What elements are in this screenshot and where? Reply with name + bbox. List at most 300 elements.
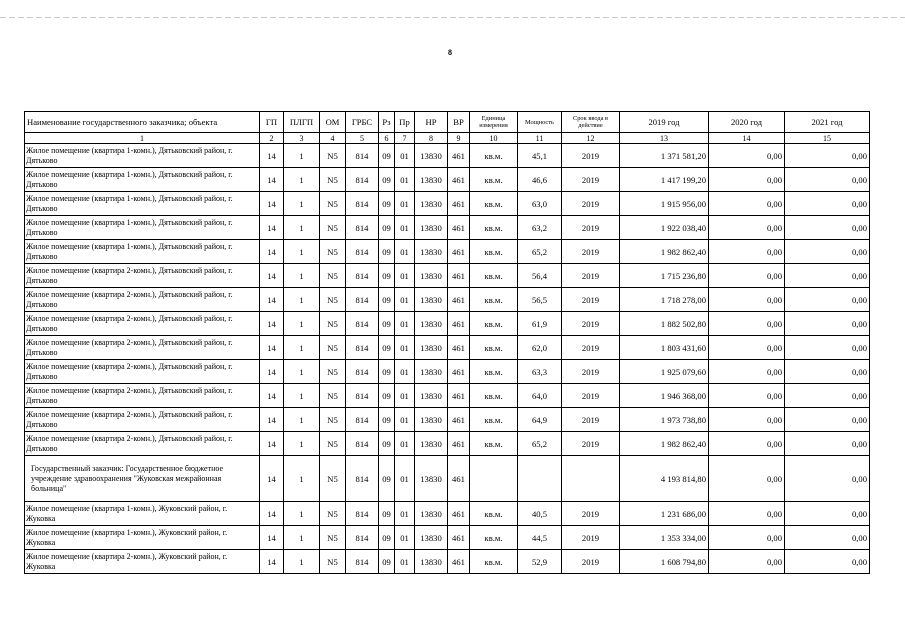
customer-row — [25, 456, 870, 502]
cell-amount-2019: 1 982 862,40 — [620, 240, 709, 264]
cell-amount-2021: 0,00 — [785, 526, 870, 550]
cell-object-name: Жилое помещение (квартира 2-комн.), Дятьковский район, г. Дятьково — [25, 312, 260, 336]
cell-vr: 461 — [448, 502, 470, 526]
table-row — [25, 360, 870, 384]
cell-om: N5 — [320, 264, 346, 288]
cell-rz: 09 — [379, 264, 395, 288]
cell-amount-2020: 0,00 — [709, 312, 785, 336]
cell-amount-2019: 1 353 334,00 — [620, 526, 709, 550]
cell-deadline — [562, 456, 620, 502]
cell-rz: 09 — [379, 526, 395, 550]
cell-amount-2021: 0,00 — [785, 432, 870, 456]
cell-object-name: Жилое помещение (квартира 1-комн.), Жуковский район, г. Жуковка — [25, 502, 260, 526]
cell-deadline: 2019 — [562, 288, 620, 312]
cell-om: N5 — [320, 384, 346, 408]
cell-gp: 14 — [260, 312, 284, 336]
table-row — [25, 312, 870, 336]
cell-om: N5 — [320, 216, 346, 240]
cell-nr: 13830 — [415, 384, 448, 408]
cell-plgp: 1 — [284, 240, 320, 264]
table-row — [25, 550, 870, 574]
table-row — [25, 216, 870, 240]
cell-object-name: Жилое помещение (квартира 2-комн.), Дятьковский район, г. Дятьково — [25, 336, 260, 360]
cell-amount-2020: 0,00 — [709, 502, 785, 526]
cell-deadline: 2019 — [562, 384, 620, 408]
cell-capacity: 62,0 — [518, 336, 562, 360]
cell-rz: 09 — [379, 144, 395, 168]
cell-vr: 461 — [448, 360, 470, 384]
cell-pr: 01 — [395, 216, 415, 240]
cell-deadline: 2019 — [562, 432, 620, 456]
cell-amount-2020: 0,00 — [709, 360, 785, 384]
cell-unit: кв.м. — [470, 168, 518, 192]
column-number: 5 — [346, 133, 379, 144]
table-row — [25, 526, 870, 550]
cell-vr: 461 — [448, 312, 470, 336]
cell-gp: 14 — [260, 360, 284, 384]
cell-amount-2020: 0,00 — [709, 408, 785, 432]
cell-deadline: 2019 — [562, 526, 620, 550]
cell-pr: 01 — [395, 312, 415, 336]
cell-pr: 01 — [395, 432, 415, 456]
cell-plgp: 1 — [284, 168, 320, 192]
cell-object-name: Государственный заказчик: Государственное бюджетное учреждение здравоохранения "Жуковская межрайонная больница" — [25, 456, 260, 502]
column-header-grbs: ГРБС — [346, 112, 379, 133]
cell-nr: 13830 — [415, 216, 448, 240]
cell-amount-2020: 0,00 — [709, 384, 785, 408]
cell-capacity: 64,0 — [518, 384, 562, 408]
table-row — [25, 168, 870, 192]
cell-nr: 13830 — [415, 264, 448, 288]
cell-nr: 13830 — [415, 312, 448, 336]
cell-amount-2019: 1 715 236,80 — [620, 264, 709, 288]
cell-deadline: 2019 — [562, 550, 620, 574]
cell-plgp: 1 — [284, 384, 320, 408]
cell-amount-2021: 0,00 — [785, 312, 870, 336]
cell-unit: кв.м. — [470, 144, 518, 168]
cell-gp: 14 — [260, 144, 284, 168]
table-row — [25, 408, 870, 432]
cell-grbs: 814 — [346, 168, 379, 192]
cell-plgp: 1 — [284, 144, 320, 168]
column-header-2019: 2019 год — [620, 112, 709, 133]
cell-plgp: 1 — [284, 336, 320, 360]
cell-nr: 13830 — [415, 408, 448, 432]
cell-amount-2019: 1 922 038,40 — [620, 216, 709, 240]
column-number: 12 — [562, 133, 620, 144]
cell-gp: 14 — [260, 408, 284, 432]
column-number: 4 — [320, 133, 346, 144]
cell-om: N5 — [320, 360, 346, 384]
column-number: 14 — [709, 133, 785, 144]
cell-pr: 01 — [395, 144, 415, 168]
cell-amount-2020: 0,00 — [709, 168, 785, 192]
cell-unit: кв.м. — [470, 384, 518, 408]
cell-gp: 14 — [260, 336, 284, 360]
cell-amount-2021: 0,00 — [785, 550, 870, 574]
cell-grbs: 814 — [346, 550, 379, 574]
cell-object-name: Жилое помещение (квартира 2-комн.), Жуковский район, г. Жуковка — [25, 550, 260, 574]
cell-amount-2021: 0,00 — [785, 360, 870, 384]
cell-plgp: 1 — [284, 456, 320, 502]
table-row — [25, 336, 870, 360]
cell-amount-2019: 1 882 502,80 — [620, 312, 709, 336]
cell-amount-2019: 1 973 738,80 — [620, 408, 709, 432]
column-number: 1 — [25, 133, 260, 144]
cell-rz: 09 — [379, 312, 395, 336]
cell-rz: 09 — [379, 432, 395, 456]
column-number: 15 — [785, 133, 870, 144]
cell-pr: 01 — [395, 502, 415, 526]
cell-rz: 09 — [379, 336, 395, 360]
cell-gp: 14 — [260, 168, 284, 192]
cell-capacity: 40,5 — [518, 502, 562, 526]
cell-rz: 09 — [379, 456, 395, 502]
cell-amount-2019: 1 982 862,40 — [620, 432, 709, 456]
cell-vr: 461 — [448, 216, 470, 240]
cell-nr: 13830 — [415, 432, 448, 456]
table-row — [25, 432, 870, 456]
cell-deadline: 2019 — [562, 144, 620, 168]
cell-om: N5 — [320, 192, 346, 216]
cell-object-name: Жилое помещение (квартира 1-комн.), Дятьковский район, г. Дятьково — [25, 168, 260, 192]
cell-amount-2021: 0,00 — [785, 216, 870, 240]
cell-om: N5 — [320, 550, 346, 574]
cell-gp: 14 — [260, 264, 284, 288]
cell-om: N5 — [320, 502, 346, 526]
cell-grbs: 814 — [346, 384, 379, 408]
column-header-vr: ВР — [448, 112, 470, 133]
cell-vr: 461 — [448, 408, 470, 432]
cell-amount-2019: 1 915 956,00 — [620, 192, 709, 216]
column-number: 9 — [448, 133, 470, 144]
cell-om: N5 — [320, 432, 346, 456]
cell-rz: 09 — [379, 192, 395, 216]
cell-capacity: 63,2 — [518, 216, 562, 240]
cell-deadline: 2019 — [562, 312, 620, 336]
column-header-gp: ГП — [260, 112, 284, 133]
column-header-deadline: Срок ввода в действие — [562, 112, 620, 133]
table-row — [25, 384, 870, 408]
column-number: 3 — [284, 133, 320, 144]
cell-plgp: 1 — [284, 360, 320, 384]
cell-unit: кв.м. — [470, 360, 518, 384]
column-number: 6 — [379, 133, 395, 144]
cell-object-name: Жилое помещение (квартира 1-комн.), Дятьковский район, г. Дятьково — [25, 240, 260, 264]
cell-gp: 14 — [260, 456, 284, 502]
scan-artifact-line — [0, 17, 905, 18]
column-header-nr: НР — [415, 112, 448, 133]
cell-nr: 13830 — [415, 192, 448, 216]
cell-deadline: 2019 — [562, 240, 620, 264]
cell-unit: кв.м. — [470, 336, 518, 360]
cell-capacity: 65,2 — [518, 432, 562, 456]
cell-rz: 09 — [379, 384, 395, 408]
cell-grbs: 814 — [346, 432, 379, 456]
cell-rz: 09 — [379, 240, 395, 264]
cell-gp: 14 — [260, 288, 284, 312]
cell-deadline: 2019 — [562, 192, 620, 216]
cell-deadline: 2019 — [562, 408, 620, 432]
page-number: 8 — [448, 48, 452, 57]
cell-vr: 461 — [448, 264, 470, 288]
column-numbers-row — [25, 133, 870, 144]
cell-amount-2021: 0,00 — [785, 336, 870, 360]
cell-amount-2019: 4 193 814,80 — [620, 456, 709, 502]
table-header-row — [25, 112, 870, 133]
cell-vr: 461 — [448, 432, 470, 456]
cell-object-name: Жилое помещение (квартира 1-комн.), Дятьковский район, г. Дятьково — [25, 192, 260, 216]
column-header-om: ОМ — [320, 112, 346, 133]
cell-om: N5 — [320, 288, 346, 312]
cell-plgp: 1 — [284, 288, 320, 312]
cell-grbs: 814 — [346, 144, 379, 168]
cell-gp: 14 — [260, 502, 284, 526]
cell-capacity: 61,9 — [518, 312, 562, 336]
cell-om: N5 — [320, 312, 346, 336]
cell-object-name: Жилое помещение (квартира 2-комн.), Дятьковский район, г. Дятьково — [25, 288, 260, 312]
cell-vr: 461 — [448, 456, 470, 502]
cell-nr: 13830 — [415, 456, 448, 502]
cell-nr: 13830 — [415, 360, 448, 384]
cell-amount-2020: 0,00 — [709, 336, 785, 360]
column-header-2021: 2021 год — [785, 112, 870, 133]
cell-pr: 01 — [395, 168, 415, 192]
cell-grbs: 814 — [346, 456, 379, 502]
cell-deadline: 2019 — [562, 502, 620, 526]
cell-plgp: 1 — [284, 432, 320, 456]
cell-amount-2020: 0,00 — [709, 550, 785, 574]
cell-plgp: 1 — [284, 502, 320, 526]
cell-nr: 13830 — [415, 168, 448, 192]
cell-plgp: 1 — [284, 408, 320, 432]
cell-amount-2021: 0,00 — [785, 502, 870, 526]
cell-om: N5 — [320, 240, 346, 264]
cell-grbs: 814 — [346, 526, 379, 550]
cell-amount-2019: 1 371 581,20 — [620, 144, 709, 168]
cell-vr: 461 — [448, 288, 470, 312]
cell-om: N5 — [320, 456, 346, 502]
cell-deadline: 2019 — [562, 360, 620, 384]
cell-grbs: 814 — [346, 216, 379, 240]
cell-capacity — [518, 456, 562, 502]
cell-amount-2019: 1 946 368,00 — [620, 384, 709, 408]
column-header-2020: 2020 год — [709, 112, 785, 133]
cell-rz: 09 — [379, 168, 395, 192]
cell-object-name: Жилое помещение (квартира 2-комн.), Дятьковский район, г. Дятьково — [25, 408, 260, 432]
cell-amount-2021: 0,00 — [785, 192, 870, 216]
cell-plgp: 1 — [284, 526, 320, 550]
cell-om: N5 — [320, 526, 346, 550]
cell-object-name: Жилое помещение (квартира 2-комн.), Дятьковский район, г. Дятьково — [25, 360, 260, 384]
cell-object-name: Жилое помещение (квартира 1-комн.), Дятьковский район, г. Дятьково — [25, 144, 260, 168]
cell-amount-2019: 1 718 278,00 — [620, 288, 709, 312]
cell-amount-2020: 0,00 — [709, 216, 785, 240]
budget-table — [24, 111, 870, 574]
cell-gp: 14 — [260, 192, 284, 216]
cell-plgp: 1 — [284, 264, 320, 288]
cell-amount-2020: 0,00 — [709, 456, 785, 502]
cell-nr: 13830 — [415, 144, 448, 168]
cell-deadline: 2019 — [562, 336, 620, 360]
cell-gp: 14 — [260, 240, 284, 264]
cell-capacity: 44,5 — [518, 526, 562, 550]
cell-vr: 461 — [448, 240, 470, 264]
cell-unit: кв.м. — [470, 526, 518, 550]
table-row — [25, 192, 870, 216]
cell-unit: кв.м. — [470, 264, 518, 288]
cell-capacity: 56,4 — [518, 264, 562, 288]
cell-grbs: 814 — [346, 408, 379, 432]
cell-gp: 14 — [260, 526, 284, 550]
column-header-name: Наименование государственного заказчика; объекта — [25, 112, 260, 133]
cell-deadline: 2019 — [562, 216, 620, 240]
cell-rz: 09 — [379, 550, 395, 574]
column-header-unit: Единица измерения — [470, 112, 518, 133]
cell-amount-2020: 0,00 — [709, 264, 785, 288]
cell-capacity: 63,3 — [518, 360, 562, 384]
cell-rz: 09 — [379, 408, 395, 432]
cell-amount-2021: 0,00 — [785, 384, 870, 408]
cell-plgp: 1 — [284, 216, 320, 240]
column-header-capacity: Мощность — [518, 112, 562, 133]
cell-unit: кв.м. — [470, 550, 518, 574]
cell-amount-2021: 0,00 — [785, 456, 870, 502]
cell-nr: 13830 — [415, 336, 448, 360]
cell-pr: 01 — [395, 264, 415, 288]
cell-pr: 01 — [395, 526, 415, 550]
column-header-pr: Пр — [395, 112, 415, 133]
cell-gp: 14 — [260, 216, 284, 240]
table-row — [25, 502, 870, 526]
cell-amount-2020: 0,00 — [709, 432, 785, 456]
cell-nr: 13830 — [415, 502, 448, 526]
cell-amount-2021: 0,00 — [785, 240, 870, 264]
cell-plgp: 1 — [284, 312, 320, 336]
cell-pr: 01 — [395, 288, 415, 312]
cell-nr: 13830 — [415, 550, 448, 574]
cell-object-name: Жилое помещение (квартира 1-комн.), Жуковский район, г. Жуковка — [25, 526, 260, 550]
column-header-rz: Рз — [379, 112, 395, 133]
cell-unit: кв.м. — [470, 312, 518, 336]
cell-pr: 01 — [395, 408, 415, 432]
cell-grbs: 814 — [346, 192, 379, 216]
cell-pr: 01 — [395, 360, 415, 384]
cell-unit: кв.м. — [470, 240, 518, 264]
cell-pr: 01 — [395, 456, 415, 502]
cell-unit: кв.м. — [470, 216, 518, 240]
cell-vr: 461 — [448, 192, 470, 216]
cell-pr: 01 — [395, 336, 415, 360]
cell-object-name: Жилое помещение (квартира 2-комн.), Дятьковский район, г. Дятьково — [25, 264, 260, 288]
cell-unit: кв.м. — [470, 192, 518, 216]
cell-vr: 461 — [448, 550, 470, 574]
cell-capacity: 52,9 — [518, 550, 562, 574]
cell-vr: 461 — [448, 336, 470, 360]
cell-nr: 13830 — [415, 288, 448, 312]
cell-amount-2021: 0,00 — [785, 168, 870, 192]
cell-vr: 461 — [448, 168, 470, 192]
cell-amount-2020: 0,00 — [709, 192, 785, 216]
cell-pr: 01 — [395, 550, 415, 574]
cell-vr: 461 — [448, 144, 470, 168]
cell-object-name: Жилое помещение (квартира 1-комн.), Дятьковский район, г. Дятьково — [25, 216, 260, 240]
cell-unit: кв.м. — [470, 288, 518, 312]
cell-amount-2020: 0,00 — [709, 240, 785, 264]
cell-gp: 14 — [260, 384, 284, 408]
cell-nr: 13830 — [415, 240, 448, 264]
cell-rz: 09 — [379, 216, 395, 240]
table-row — [25, 264, 870, 288]
table-row — [25, 288, 870, 312]
cell-amount-2019: 1 231 686,00 — [620, 502, 709, 526]
cell-capacity: 45,1 — [518, 144, 562, 168]
cell-grbs: 814 — [346, 360, 379, 384]
cell-om: N5 — [320, 144, 346, 168]
column-number: 10 — [470, 133, 518, 144]
cell-nr: 13830 — [415, 526, 448, 550]
column-number: 11 — [518, 133, 562, 144]
table-row — [25, 144, 870, 168]
column-number: 2 — [260, 133, 284, 144]
cell-plgp: 1 — [284, 550, 320, 574]
cell-grbs: 814 — [346, 502, 379, 526]
cell-amount-2020: 0,00 — [709, 288, 785, 312]
cell-amount-2021: 0,00 — [785, 408, 870, 432]
cell-om: N5 — [320, 408, 346, 432]
cell-rz: 09 — [379, 502, 395, 526]
cell-plgp: 1 — [284, 192, 320, 216]
cell-object-name: Жилое помещение (квартира 2-комн.), Дятьковский район, г. Дятьково — [25, 384, 260, 408]
cell-capacity: 46,6 — [518, 168, 562, 192]
cell-capacity: 64,9 — [518, 408, 562, 432]
cell-vr: 461 — [448, 526, 470, 550]
cell-amount-2021: 0,00 — [785, 288, 870, 312]
cell-amount-2020: 0,00 — [709, 526, 785, 550]
cell-pr: 01 — [395, 384, 415, 408]
cell-capacity: 56,5 — [518, 288, 562, 312]
table-row — [25, 240, 870, 264]
cell-capacity: 63,0 — [518, 192, 562, 216]
cell-deadline: 2019 — [562, 264, 620, 288]
cell-grbs: 814 — [346, 240, 379, 264]
cell-unit: кв.м. — [470, 408, 518, 432]
cell-pr: 01 — [395, 240, 415, 264]
cell-unit: кв.м. — [470, 432, 518, 456]
cell-rz: 09 — [379, 360, 395, 384]
cell-grbs: 814 — [346, 336, 379, 360]
cell-amount-2019: 1 925 079,60 — [620, 360, 709, 384]
column-header-plgp: ПЛГП — [284, 112, 320, 133]
column-number: 7 — [395, 133, 415, 144]
cell-rz: 09 — [379, 288, 395, 312]
cell-amount-2019: 1 608 794,80 — [620, 550, 709, 574]
cell-unit: кв.м. — [470, 502, 518, 526]
cell-amount-2019: 1 417 199,20 — [620, 168, 709, 192]
cell-om: N5 — [320, 336, 346, 360]
cell-amount-2019: 1 803 431,60 — [620, 336, 709, 360]
cell-capacity: 65,2 — [518, 240, 562, 264]
cell-grbs: 814 — [346, 312, 379, 336]
cell-om: N5 — [320, 168, 346, 192]
cell-grbs: 814 — [346, 264, 379, 288]
column-number: 13 — [620, 133, 709, 144]
cell-amount-2021: 0,00 — [785, 264, 870, 288]
cell-deadline: 2019 — [562, 168, 620, 192]
cell-amount-2020: 0,00 — [709, 144, 785, 168]
cell-pr: 01 — [395, 192, 415, 216]
cell-gp: 14 — [260, 550, 284, 574]
